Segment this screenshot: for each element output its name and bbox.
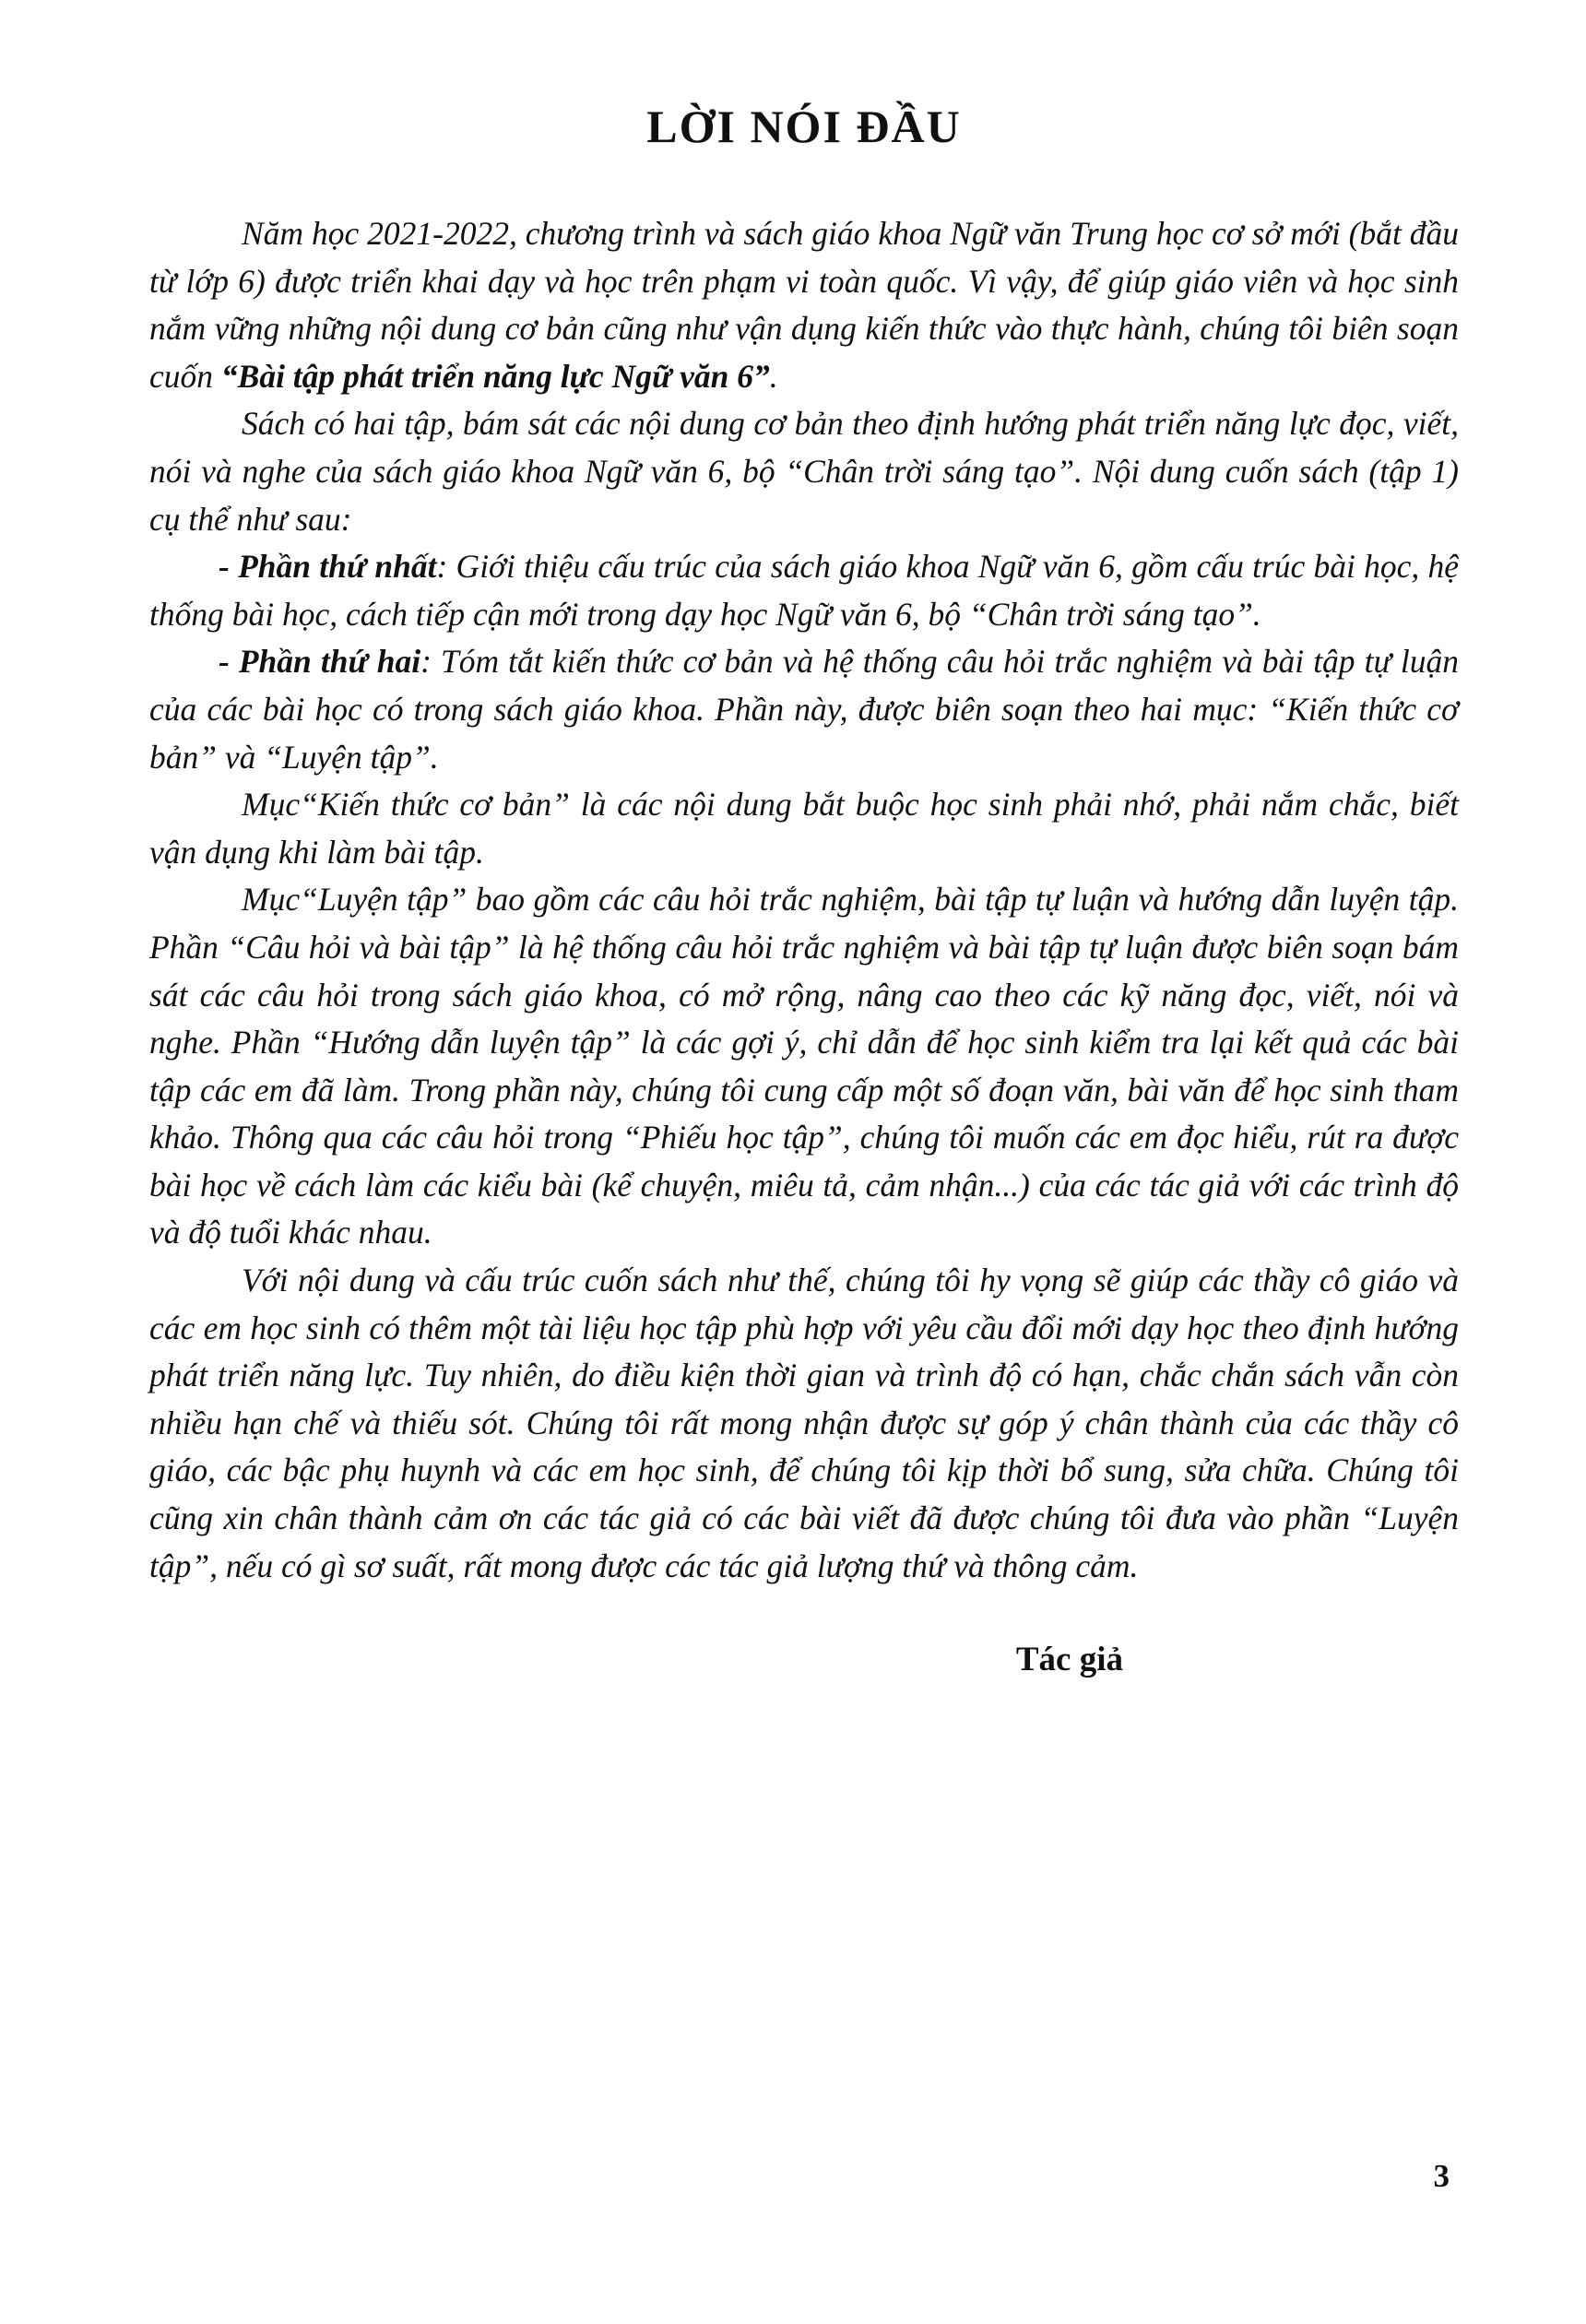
paragraph-intro-end: . bbox=[769, 357, 778, 395]
paragraph-basic-knowledge: Mục“Kiến thức cơ bản” là các nội dung bắt buộc học sinh phải nhớ, phải nắm chắc, biết vận dụng khi làm bài tập. bbox=[149, 786, 1459, 871]
page-title: LỜI NÓI ĐẦU bbox=[646, 101, 962, 152]
paragraph-part-two bbox=[149, 638, 1459, 781]
paragraph-closing: Với nội dung và cấu trúc cuốn sách như thế, chúng tôi hy vọng sẽ giúp các thầy cô giáo và các em học sinh có thêm một tài liệu học tập phù hợp với yêu cầu đổi mới dạy học theo định hướng phát triển năng lực. Tuy nhiên, do điều kiện thời gian và trình độ có hạn, chắc chắn sách vẫn còn nhiều hạn chế và thiếu sót. Chúng tôi rất mong nhận được sự góp ý chân thành của các thầy cô giáo, các bậc phụ huynh và các em học sinh, để chúng tôi kịp thời bổ sung, sửa chữa. Chúng tôi cũng xin chân thành cảm ơn các tác giả có các bài viết đã được chúng tôi đưa vào phần “Luyện tập”, nếu có gì sơ suất, rất mong được các tác giả lượng thứ và thông cảm. bbox=[149, 1262, 1459, 1584]
preface-body bbox=[149, 210, 1459, 1590]
part-one-text: : Giới thiệu cấu trúc của sách giáo khoa Ngữ văn 6, gồm cấu trúc bài học, hệ thống bài học, cách tiếp cận mới trong dạy học Ngữ văn 6, bộ “Chân trời sáng tạo”. bbox=[149, 548, 1460, 633]
paragraph-practice: Mục“Luyện tập” bao gồm các câu hỏi trắc nghiệm, bài tập tự luận và hướng dẫn luyện tập. Phần “Câu hỏi và bài tập” là hệ thống câu hỏi trắc nghiệm và bài tập tự luận được biên soạn bám sát các câu hỏi trong sách giáo khoa, có mở rộng, nâng cao theo các kỹ năng đọc, viết, nói và nghe. Phần “Hướng dẫn luyện tập” là các gợi ý, chỉ dẫn để học sinh kiểm tra lại kết quả các bài tập các em đã làm. Trong phần này, chúng tôi cung cấp một số đoạn văn, bài văn để học sinh tham khảo. Thông qua các câu hỏi trong “Phiếu học tập”, chúng tôi muốn các em đọc hiểu, rút ra được bài học về cách làm các kiểu bài (kể chuyện, miêu tả, cảm nhận...) của các tác giả với các trình độ và độ tuổi khác nhau. bbox=[149, 881, 1459, 1251]
paragraph-part-one bbox=[149, 543, 1459, 638]
part-one-label: - Phần thứ nhất bbox=[219, 548, 437, 586]
page-number: 3 bbox=[1433, 2158, 1450, 2194]
author-signature: Tác giả bbox=[1015, 1641, 1123, 1679]
paragraph-intro bbox=[149, 210, 1459, 400]
part-two-label: - Phần thứ hai bbox=[219, 643, 421, 681]
book-title: “Bài tập phát triển năng lực Ngữ văn 6” bbox=[220, 357, 770, 395]
paragraph-intro-text: Năm học 2021-2022, chương trình và sách giáo khoa Ngữ văn Trung học cơ sở mới (bắt đầu từ lớp 6) được triển khai dạy và học trên phạm vi toàn quốc. Vì vậy, để giúp giáo viên và học sinh nắm vững những nội dung cơ bản cũng như vận dụng kiến thức vào thực hành, chúng tôi biên soạn cuốn bbox=[149, 215, 1459, 395]
part-two-text: : Tóm tắt kiến thức cơ bản và hệ thống câu hỏi trắc nghiệm và bài tập tự luận của các bài học có trong sách giáo khoa. Phần này, được biên soạn theo hai mục: “Kiến thức cơ bản” và “Luyện tập”. bbox=[149, 643, 1459, 776]
paragraph-structure: Sách có hai tập, bám sát các nội dung cơ bản theo định hướng phát triển năng lực đọc, viết, nói và nghe của sách giáo khoa Ngữ văn 6, bộ “Chân trời sáng tạo”. Nội dung cuốn sách (tập 1) cụ thể như sau: bbox=[149, 405, 1459, 538]
